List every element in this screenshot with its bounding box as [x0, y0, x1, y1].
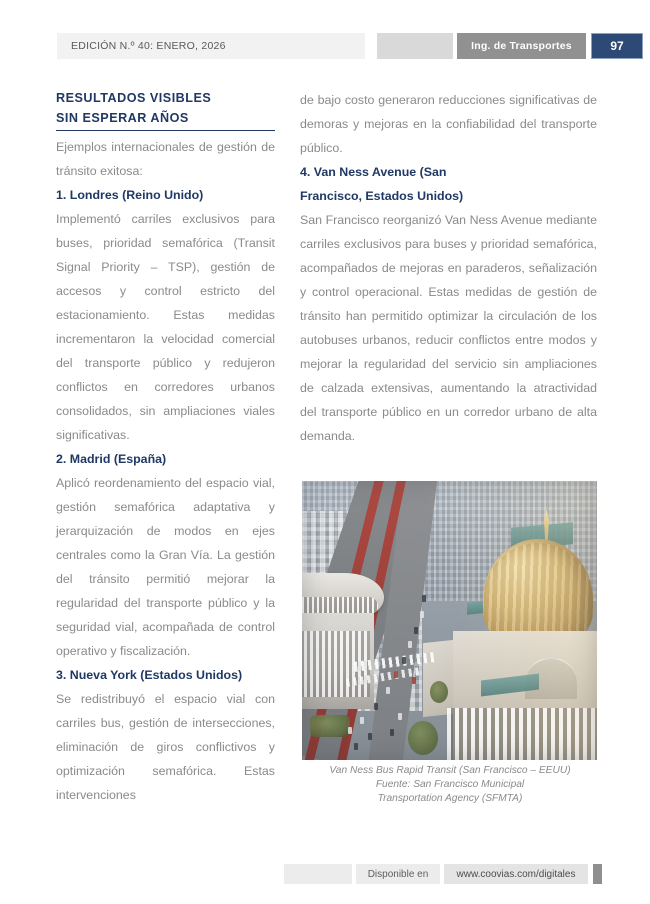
footer-website-link[interactable]: www.coovias.com/digitales — [444, 864, 588, 884]
right-continuation-paragraph: de bajo costo generaron reducciones significativas de demoras y mejoras en la confiabilidad del transporte público. — [300, 93, 597, 155]
left-item-1-heading: 1. Londres (Reino Unido) — [56, 188, 204, 202]
figure-photo-van-ness-avenue — [302, 481, 597, 760]
page-header — [0, 33, 650, 59]
left-item-2-paragraph: Aplicó reordenamiento del espacio vial, gestión semafórica adaptativa y jerarquización de modos en ejes centrales como la Gran Vía. La gestión del tránsito permitió mejorar la regularidad del transporte público y la seguridad vial, acompañada de control operativo y fiscalización. — [56, 476, 275, 658]
left-item-3-paragraph: Se redistribuyó el espacio vial con carriles bus, gestión de intersecciones, eliminación de giros conflictivos y optimización semafórica. Estas intervenciones — [56, 692, 275, 802]
right-column — [300, 88, 597, 448]
left-item-3-heading: 3. Nueva York (Estados Unidos) — [56, 668, 243, 682]
footer-available-label: Disponible en — [356, 864, 440, 884]
footer-end-mark — [593, 864, 602, 884]
photo-traffic-vehicles — [302, 481, 597, 760]
figure-caption-line-2: Fuente: San Francisco Municipal — [375, 779, 525, 790]
header-section-label: Ing. de Transportes — [457, 33, 586, 59]
right-item-4-heading-line-2: Francisco, Estados Unidos) — [300, 189, 464, 203]
figure-caption-line-1: Van Ness Bus Rapid Transit (San Francisco – EEUU) — [329, 765, 571, 776]
section-title-line-1: RESULTADOS VISIBLES — [56, 91, 212, 105]
header-edition-label: EDICIÓN N.º 40: ENERO, 2026 — [57, 33, 365, 59]
figure-caption — [300, 764, 600, 806]
left-intro-paragraph: Ejemplos internacionales de gestión de tránsito exitosa: — [56, 140, 275, 178]
left-item-1-paragraph: Implementó carriles exclusivos para buses, prioridad semafórica (Transit Signal Priority – TSP), gestión de accesos y control estricto del estacionamiento. Estas medidas incrementaron la velocidad comercial del transporte público y redujeron conflictos en corredores urbanos consolidados, sin ampliaciones viales significativas. — [56, 212, 275, 442]
right-item-4-heading-line-1: 4. Van Ness Avenue (San — [300, 165, 447, 179]
section-title-line-2: SIN ESPERAR AÑOS — [56, 108, 275, 131]
figure-caption-line-3: Transportation Agency (SFMTA) — [377, 793, 523, 804]
left-column — [56, 88, 275, 807]
footer-spacer-block — [284, 864, 352, 884]
left-item-2-heading: 2. Madrid (España) — [56, 452, 167, 466]
aerial-city-photo — [302, 481, 597, 760]
page-number-badge: 97 — [591, 33, 643, 59]
header-spacer-block — [377, 33, 453, 59]
right-item-4-paragraph: San Francisco reorganizó Van Ness Avenue mediante carriles exclusivos para buses y prioridad semafórica, acompañados de mejoras en paraderos, señalización y control operacional. Estas medidas de gestión de tránsito han permitido optimizar la circulación de los autobuses urbanos, reducir conflictos entre modos y mejorar la regularidad del servicio sin ampliaciones de calzada extensivas, aumentando la atractividad del transporte público en un corredor urbano de alta demanda. — [300, 213, 597, 443]
page-footer — [0, 864, 650, 884]
